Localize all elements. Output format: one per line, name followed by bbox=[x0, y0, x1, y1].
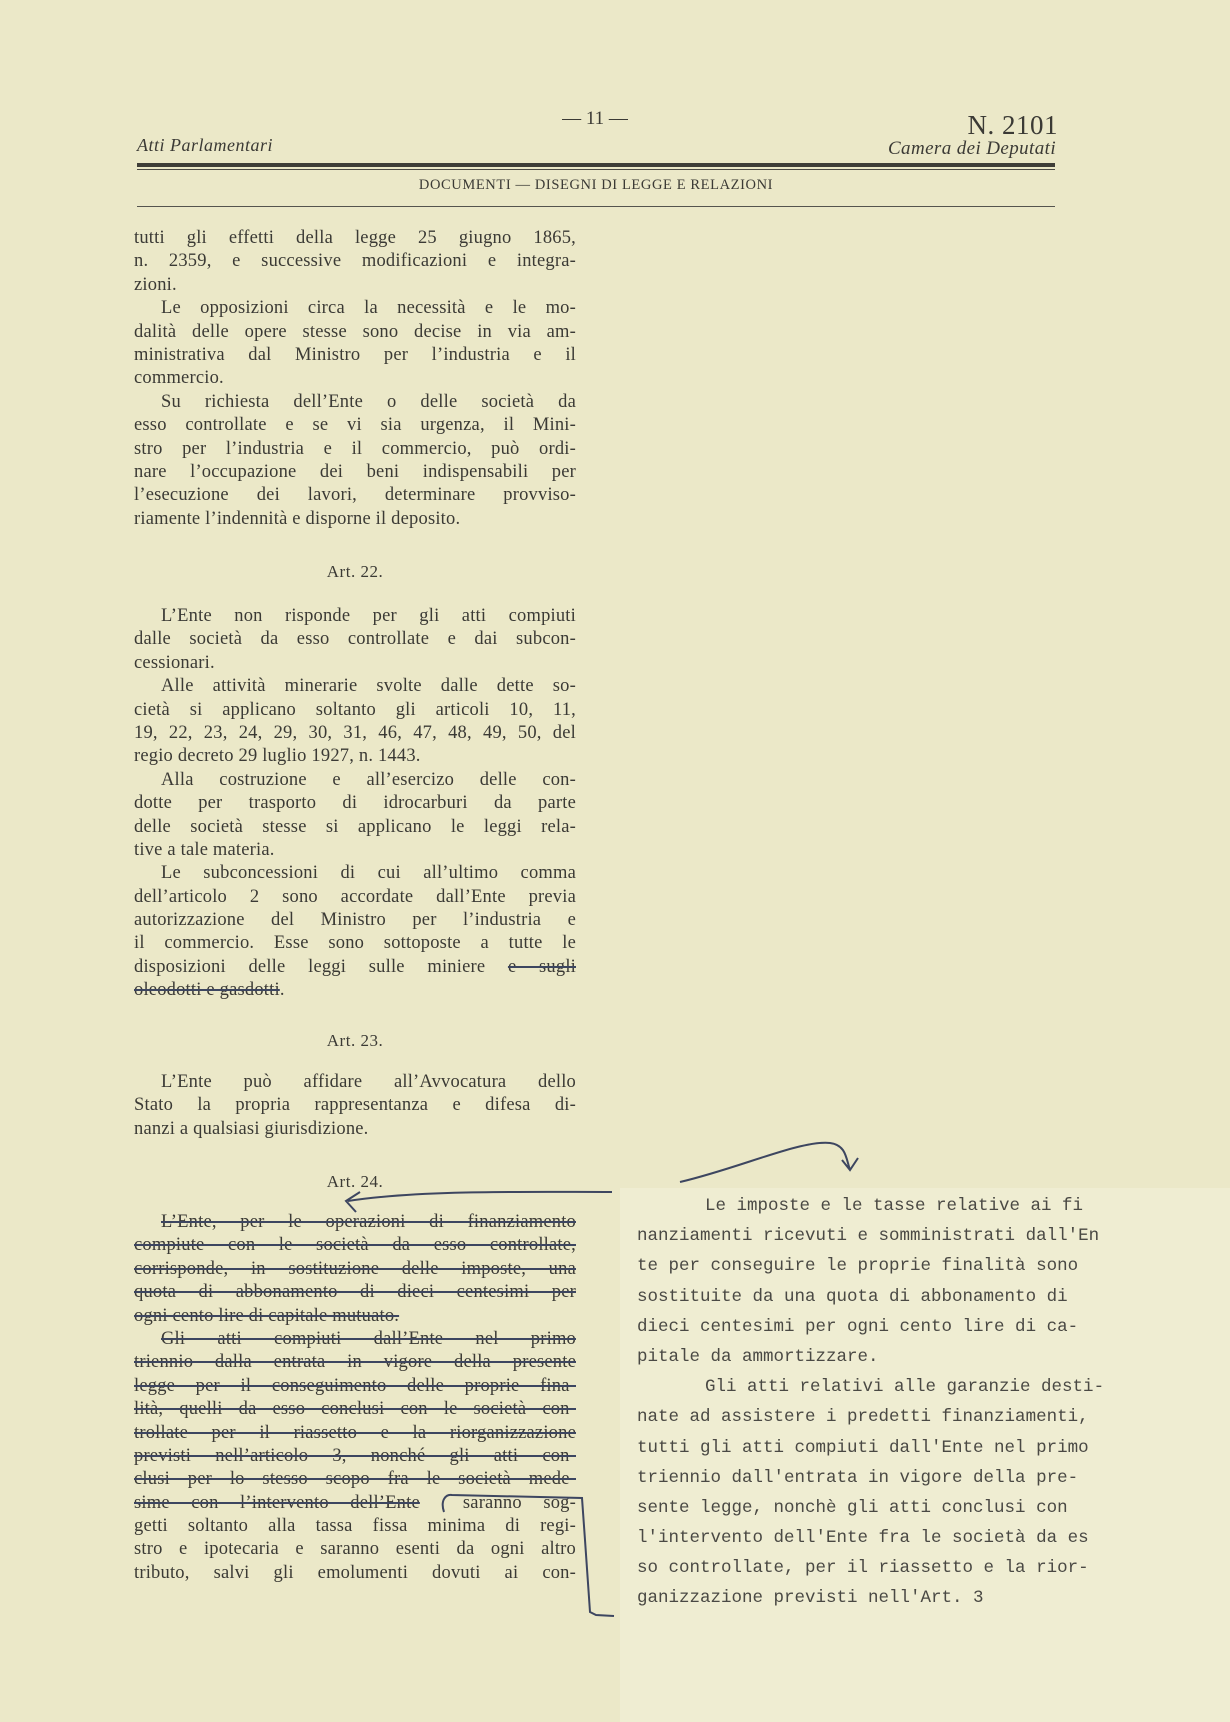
typed-line: pitale da ammortizzare. bbox=[637, 1346, 879, 1367]
section-subheading: DOCUMENTI — DISEGNI DI LEGGE E RELAZIONI bbox=[418, 177, 774, 193]
text-line bbox=[134, 1375, 576, 1398]
text-segment: tive a tale materia. bbox=[134, 839, 275, 860]
text-line bbox=[134, 1258, 576, 1281]
struck-text: compiute con le società da esso controllate, bbox=[134, 1235, 576, 1256]
typed-line: so controllate, per il riassetto e la rior- bbox=[637, 1558, 1089, 1579]
text-line bbox=[134, 1492, 576, 1515]
struck-text: corrisponde, in sostituzione delle imposte, una bbox=[134, 1258, 576, 1279]
article-23-body bbox=[134, 1071, 576, 1141]
article-24-heading: Art. 24. bbox=[326, 1172, 384, 1191]
text-segment: stro e ipotecaria e saranno esenti da ogni altro bbox=[134, 1539, 576, 1560]
text-line bbox=[134, 1562, 576, 1585]
continuation-text bbox=[134, 227, 576, 531]
text-segment: Alla costruzione e all’esercizo delle con- bbox=[161, 769, 576, 790]
text-segment: cessionari. bbox=[134, 652, 215, 673]
text-segment: dotte per trasporto di idrocarburi da parte bbox=[134, 793, 576, 814]
text-line bbox=[134, 1398, 576, 1421]
text-line bbox=[134, 1328, 576, 1351]
text-line bbox=[134, 956, 576, 979]
text-segment: L’Ente può affidare all’Avvocatura dello bbox=[161, 1072, 576, 1092]
article-24-body bbox=[134, 1211, 576, 1585]
text-line bbox=[134, 367, 576, 390]
struck-text: L’Ente, per le operazioni di finanziamento bbox=[161, 1212, 576, 1232]
text-segment: . bbox=[279, 980, 285, 1001]
text-line bbox=[134, 1515, 576, 1538]
text-line bbox=[134, 652, 576, 675]
text-line bbox=[134, 886, 576, 909]
text-segment: n. 2359, e successive modificazioni e integra- bbox=[134, 251, 576, 272]
text-line bbox=[134, 508, 576, 531]
text-line bbox=[134, 675, 576, 698]
header-thick-rule bbox=[137, 163, 1055, 167]
typed-line: Le imposte e le tasse relative ai fi bbox=[705, 1196, 1084, 1216]
text-line bbox=[134, 862, 576, 885]
text-line bbox=[134, 628, 576, 651]
struck-text: Gli atti compiuti dall’Ente nel primo bbox=[161, 1328, 576, 1349]
typed-line: Gli atti relativi alle garanzie desti- bbox=[705, 1377, 1105, 1398]
text-line bbox=[134, 274, 576, 297]
typed-line: l'intervento dell'Ente fra le società da es bbox=[637, 1528, 1089, 1549]
text-segment: dell’articolo 2 sono accordate dall’Ente previa bbox=[134, 886, 576, 907]
text-segment: zioni. bbox=[134, 274, 177, 295]
text-line bbox=[134, 1211, 576, 1234]
article-22-body bbox=[134, 605, 576, 1003]
struck-text: sime con l’intervento dell’Ente bbox=[134, 1492, 420, 1513]
typed-line: ganizzazione previsti nell'Art. 3 bbox=[637, 1588, 984, 1609]
struck-text: clusi per lo stesso scopo fra le società mede- bbox=[134, 1469, 576, 1490]
text-segment: dalità delle opere stesse sono decise in via am- bbox=[134, 321, 576, 342]
text-line bbox=[134, 1281, 576, 1304]
text-segment: il commercio. Esse sono sottoposte a tutte le bbox=[134, 933, 576, 954]
struck-text: oleodotti e gasdotti bbox=[134, 980, 280, 1001]
text-line bbox=[134, 909, 576, 932]
text-line bbox=[134, 1118, 576, 1141]
text-line bbox=[134, 722, 576, 745]
subheading-rule bbox=[137, 206, 1055, 207]
text-line bbox=[134, 979, 576, 1002]
typed-insert-text bbox=[637, 1191, 1189, 1614]
text-line bbox=[134, 1305, 576, 1328]
text-line bbox=[134, 816, 576, 839]
header-right-title: Camera dei Deputati bbox=[887, 138, 1056, 159]
text-line bbox=[134, 391, 576, 414]
text-line bbox=[134, 1071, 576, 1094]
text-segment: L’Ente non risponde per gli atti compiuti bbox=[161, 606, 576, 626]
struck-text: lità, quelli da esso conclusi con le società con- bbox=[134, 1399, 576, 1420]
text-segment: getti soltanto alla tassa fissa minima di regi- bbox=[134, 1516, 576, 1537]
text-segment: saranno sog- bbox=[419, 1492, 576, 1513]
text-line bbox=[134, 461, 576, 484]
typed-line: triennio dall'entrata in vigore della pre- bbox=[637, 1467, 1079, 1488]
text-segment: autorizzazione del Ministro per l’industria e bbox=[134, 910, 576, 931]
text-segment: Stato la propria rappresentanza e difesa di- bbox=[134, 1095, 576, 1116]
text-segment: commercio. bbox=[134, 368, 224, 389]
text-segment: nanzi a qualsiasi giurisdizione. bbox=[134, 1118, 369, 1139]
text-line bbox=[134, 250, 576, 273]
text-line bbox=[134, 321, 576, 344]
text-segment: delle società stesse si applicano le leggi rela- bbox=[134, 816, 576, 837]
text-segment: 19, 22, 23, 24, 29, 30, 31, 46, 47, 48, 49, 50, del bbox=[134, 722, 576, 743]
header-left-title: Atti Parlamentari bbox=[137, 135, 273, 155]
struck-text: ogni cento lire di capitale mutuato. bbox=[134, 1305, 400, 1326]
typed-line: sente legge, nonchè gli atti conclusi con bbox=[637, 1497, 1068, 1518]
struck-text: triennio dalla entrata in vigore della presente bbox=[134, 1352, 576, 1373]
article-22-heading: Art. 22. bbox=[326, 562, 384, 581]
document-number: N. 2101 bbox=[967, 110, 1058, 140]
text-segment: nare l’occupazione dei beni indispensabili per bbox=[134, 461, 576, 482]
typed-line: dieci centesimi per ogni cento lire di ca- bbox=[637, 1316, 1079, 1337]
struck-text: previsti nell’articolo 3, nonché gli atti con- bbox=[134, 1445, 576, 1466]
article-23-heading: Art. 23. bbox=[326, 1031, 384, 1050]
arrow-down-icon bbox=[680, 1143, 858, 1182]
text-line bbox=[134, 792, 576, 815]
struck-text: trollate per il riassetto e la riorganizzazione bbox=[134, 1422, 576, 1443]
text-line bbox=[134, 769, 576, 792]
text-segment: regio decreto 29 luglio 1927, n. 1443. bbox=[134, 746, 421, 767]
text-segment: esso controllate e se vi sia urgenza, il Mini- bbox=[134, 415, 576, 436]
text-line bbox=[134, 1538, 576, 1561]
text-segment: Le opposizioni circa la necessità e le mo- bbox=[161, 298, 576, 319]
struck-text: quota di abbonamento di dieci centesimi per bbox=[134, 1282, 576, 1303]
text-line bbox=[134, 414, 576, 437]
typed-line: te per conseguire le proprie finalità sono bbox=[637, 1256, 1079, 1277]
text-segment: Le subconcessioni di cui all’ultimo comma bbox=[161, 863, 576, 884]
typed-line: sostituite da una quota di abbonamento di bbox=[637, 1286, 1068, 1307]
page-number: — 11 — bbox=[562, 108, 628, 129]
text-segment: Alle attività minerarie svolte dalle dette so- bbox=[161, 676, 576, 697]
text-line bbox=[134, 1351, 576, 1374]
typed-line: nanziamenti ricevuti e somministrati dall'En bbox=[637, 1226, 1100, 1247]
typed-line: nate ad assistere i predetti finanziamenti, bbox=[637, 1407, 1089, 1428]
text-line bbox=[134, 1094, 576, 1117]
struck-text: e sugli bbox=[507, 956, 576, 977]
text-segment: Su richiesta dell’Ente o delle società da bbox=[161, 391, 576, 412]
text-segment: dalle società da esso controllate e dai subcon- bbox=[134, 629, 576, 650]
text-line bbox=[134, 1445, 576, 1468]
text-line bbox=[134, 1468, 576, 1491]
text-line bbox=[134, 297, 576, 320]
text-segment: cietà si applicano soltanto gli articoli 10, 11, bbox=[134, 699, 576, 720]
text-segment: stro per l’industria e il commercio, può ordi- bbox=[134, 438, 576, 459]
text-segment: tutti gli effetti della legge 25 giugno 1865, bbox=[134, 228, 576, 248]
header-thin-rule bbox=[137, 169, 1055, 170]
text-line bbox=[134, 699, 576, 722]
text-line bbox=[134, 438, 576, 461]
text-line bbox=[134, 605, 576, 628]
text-segment: riamente l’indennità e disporne il deposito. bbox=[134, 508, 461, 529]
text-line bbox=[134, 344, 576, 367]
text-segment: l’esecuzione dei lavori, determinare provviso- bbox=[134, 485, 576, 506]
arrow-left-icon bbox=[346, 1192, 612, 1212]
text-segment: disposizioni delle leggi sulle miniere bbox=[134, 956, 508, 977]
text-line bbox=[134, 1422, 576, 1445]
text-line bbox=[134, 932, 576, 955]
text-line bbox=[134, 745, 576, 768]
struck-text: legge per il conseguimento delle proprie fina- bbox=[134, 1375, 576, 1396]
text-segment: ministrativa dal Ministro per l’industria e il bbox=[134, 344, 576, 365]
text-line bbox=[134, 839, 576, 862]
text-segment: tributo, salvi gli emolumenti dovuti ai con- bbox=[134, 1562, 576, 1583]
text-line bbox=[134, 1234, 576, 1257]
text-line bbox=[134, 484, 576, 507]
typed-line: tutti gli atti compiuti dall'Ente nel primo bbox=[637, 1437, 1089, 1458]
text-line bbox=[134, 227, 576, 250]
